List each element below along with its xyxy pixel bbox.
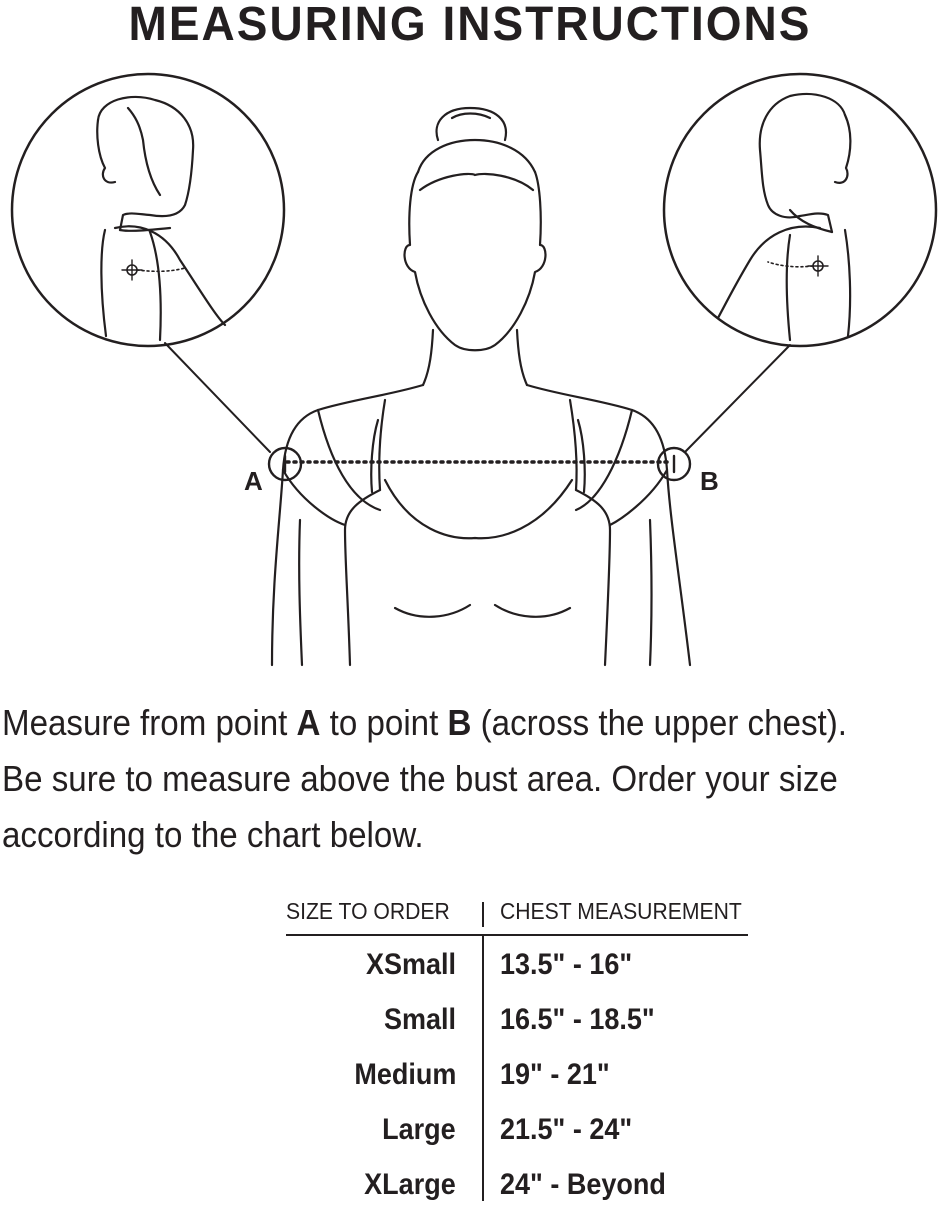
instructions-point-b: B [447, 702, 472, 743]
measurement-cell: 16.5" - 18.5" [500, 1003, 655, 1036]
woman-figure [272, 108, 690, 665]
left-shoulder-inset [12, 74, 284, 346]
measurement-cell: 19" - 21" [500, 1058, 610, 1091]
header-column-divider [482, 902, 484, 927]
size-chart [286, 890, 748, 1211]
instructions-line-3: according to the chart below. [2, 814, 424, 855]
table-row [286, 936, 748, 991]
left-connector-line [165, 343, 270, 452]
header-chest-measurement: CHEST MEASUREMENT [500, 898, 742, 924]
measurement-cell: 13.5" - 16" [500, 948, 633, 981]
header-size-to-order: SIZE TO ORDER [286, 898, 450, 924]
size-cell: Medium [353, 1058, 456, 1091]
size-cell: Large [382, 1113, 456, 1146]
size-cell: Small [383, 1003, 456, 1036]
table-row [286, 991, 748, 1046]
table-row [286, 1046, 748, 1101]
point-a-label: A [244, 466, 263, 496]
right-connector-line [685, 345, 790, 452]
measurement-cell: 24" - Beyond [500, 1168, 666, 1201]
point-b-label: B [700, 466, 719, 496]
size-cell: XSmall [365, 948, 456, 981]
size-cell: XLarge [364, 1168, 456, 1201]
measurement-illustration [0, 60, 940, 670]
table-row [286, 1101, 748, 1156]
instructions-line-2: Be sure to measure above the bust area. Order your size [2, 758, 838, 799]
size-chart-header [286, 890, 748, 936]
right-shoulder-inset [664, 74, 936, 346]
instructions-text-part: Measure from point [2, 702, 297, 743]
instructions-text [2, 695, 863, 863]
instructions-text-part: to point [320, 702, 448, 743]
measurement-cell: 21.5" - 24" [500, 1113, 633, 1146]
instructions-line-1 [2, 695, 863, 751]
instructions-point-a: A [296, 702, 321, 743]
instructions-text-part: (across the upper chest). [471, 702, 847, 743]
page-title: MEASURING INSTRUCTIONS [128, 0, 812, 51]
